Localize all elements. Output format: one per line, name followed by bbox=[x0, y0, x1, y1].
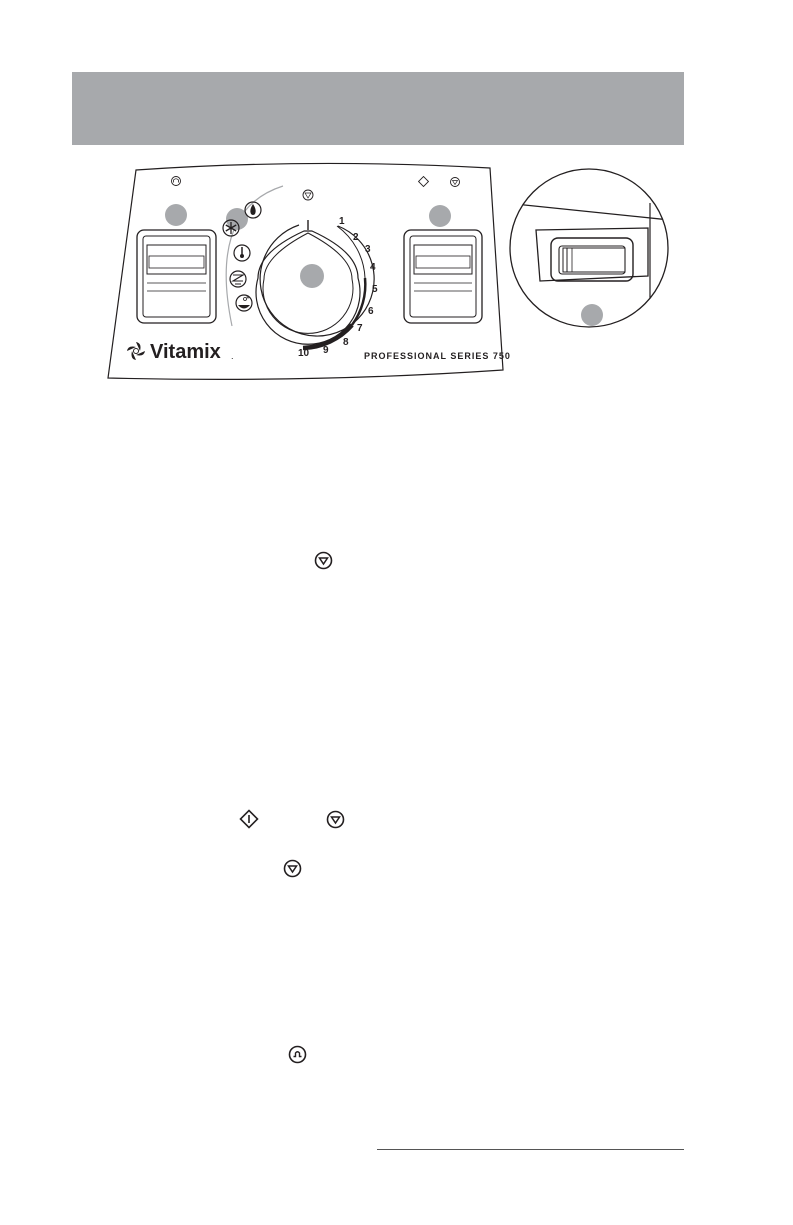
dial-number: 1 bbox=[339, 216, 345, 227]
dial-number: 4 bbox=[370, 262, 376, 273]
footer-divider bbox=[377, 1149, 684, 1150]
dial-number: 10 bbox=[298, 348, 310, 359]
brand-name: Vitamix bbox=[150, 341, 221, 363]
program-icon bbox=[283, 859, 302, 878]
power-switch-inset bbox=[505, 169, 670, 328]
program-icon bbox=[314, 551, 333, 570]
dial-number: 2 bbox=[353, 232, 359, 243]
program-icon bbox=[326, 810, 345, 829]
callout-1 bbox=[165, 204, 187, 226]
pulse-icon bbox=[288, 1045, 307, 1064]
start-stop-icon bbox=[239, 809, 259, 829]
program-selector bbox=[223, 186, 283, 326]
variable-speed-dial bbox=[256, 190, 378, 359]
brand-trademark-mark: . bbox=[231, 351, 234, 361]
start-stop-switch bbox=[404, 177, 482, 323]
pulse-indicator-icon bbox=[172, 177, 181, 186]
callout-4 bbox=[429, 205, 451, 227]
dial-number: 8 bbox=[343, 337, 349, 348]
header-bar bbox=[72, 72, 684, 145]
dial-number: 7 bbox=[357, 323, 363, 334]
series-label: PROFESSIONAL SERIES 750 bbox=[364, 351, 511, 361]
pulse-switch bbox=[137, 177, 216, 324]
control-panel-diagram bbox=[0, 148, 793, 398]
callout-3 bbox=[300, 264, 324, 288]
dial-number: 6 bbox=[368, 306, 374, 317]
dial-number: 9 bbox=[323, 345, 329, 356]
dial-number: 5 bbox=[372, 284, 378, 295]
callout-5 bbox=[581, 304, 603, 326]
dial-number: 3 bbox=[365, 244, 371, 255]
puree-icon bbox=[230, 271, 246, 287]
